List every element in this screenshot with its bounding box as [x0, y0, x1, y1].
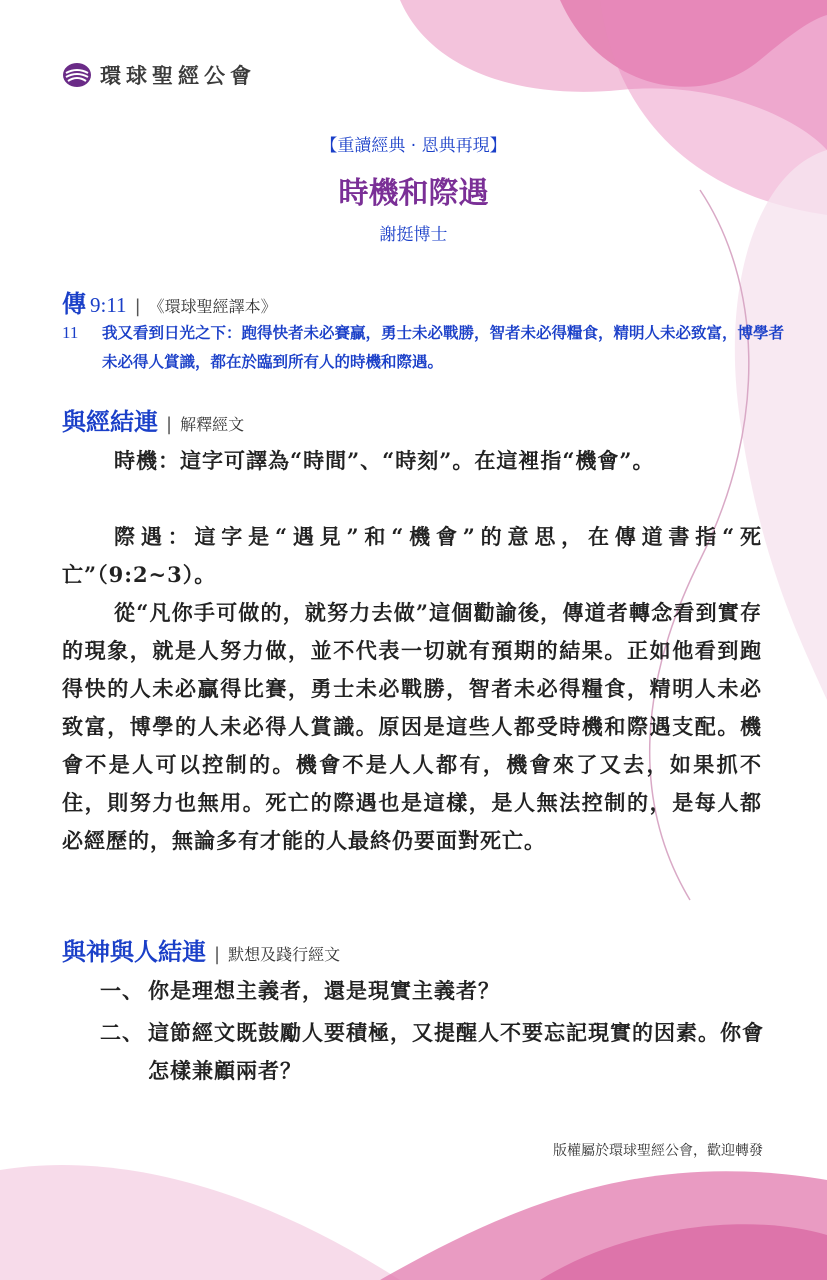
section-heading-meditate [62, 932, 340, 967]
verse-text: 我又看到日光之下：跑得快者未必賽贏，勇士未必戰勝，智者未必得糧食，精明人未必致富，博學者未必得人賞識，都在於臨到所有人的時機和際遇。 [102, 323, 785, 371]
section-title: 與經結連 [62, 407, 158, 436]
copyright-notice: 版權屬於環球聖經公會，歡迎轉發 [553, 1143, 763, 1159]
question-text: 你是理想主義者，還是現實主義者？ [148, 978, 500, 1003]
reference-book: 傳 [62, 289, 86, 318]
question-number: 一、 [100, 978, 144, 1003]
question-number: 二、 [100, 1020, 144, 1045]
series-label: 【重讀經典 · 恩典再現】 [320, 136, 507, 156]
explain-paragraph: 從“凡你手可做的，就努力去做”這個勸諭後，傳道者轉念看到實存的現象，就是人努力做，並不代表一切就有預期的結果。正如他看到跑得快的人未必贏得比賽，勇士未必戰勝，智者未必得糧食，精明人未必致富，博學的人未必得人賞識。原因是這些人都受時機和際遇支配。機會不是人可以控制的。機會不是人人都有，機會來了又去，如果抓不住，則努力也無用。死亡的際遇也是這樣，是人無法控制的，是每人都必經歷的，無論多有才能的人最終仍要面對死亡。 [62, 600, 762, 853]
reference-version: 《環球聖經譯本》 [148, 297, 277, 316]
reference-chapter-verse: 9:11 [90, 293, 127, 317]
author: 謝挺博士 [379, 225, 448, 245]
section-heading-explain [62, 402, 244, 437]
section-title: 與神與人結連 [62, 937, 206, 966]
scripture-reference [62, 284, 277, 319]
page-title: 時機和際遇 [338, 176, 489, 211]
org-logo [62, 60, 256, 90]
explain-paragraph: 時機：這字可譯為“時間”、“時刻”。在這裡指“機會”。 [114, 448, 655, 473]
divider: | [166, 414, 173, 435]
section-subtitle: 默想及踐行經文 [228, 945, 341, 964]
org-name: 環球聖經公會 [100, 64, 256, 88]
question-text: 這節經文既鼓勵人要積極，又提醒人不要忘記現實的因素。你會怎樣兼顧兩者？ [148, 1020, 764, 1083]
explain-paragraph: 際遇：這字是“遇見”和“機會”的意思，在傳道書指“死亡”（9:2~3）。 [62, 524, 762, 587]
bible-logo-icon [62, 62, 92, 88]
divider: | [134, 296, 141, 317]
verse-number: 11 [62, 323, 79, 342]
divider: | [214, 944, 221, 965]
section-subtitle: 解釋經文 [180, 415, 245, 434]
